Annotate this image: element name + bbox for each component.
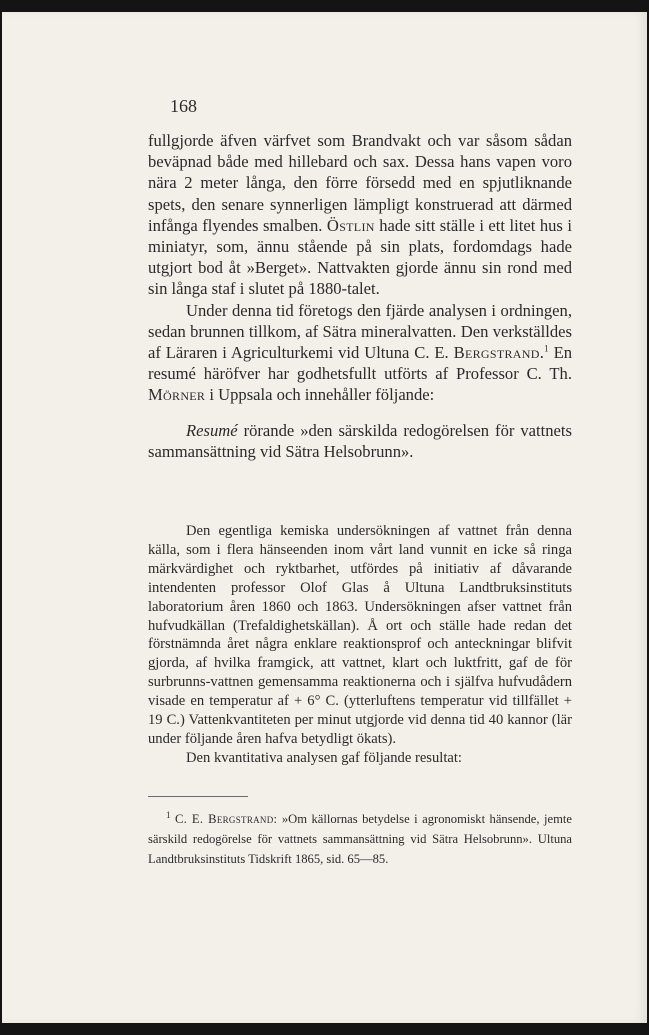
main-text <box>148 130 572 462</box>
paragraph-2-text: Under denna tid företogs den fjärde analysen i ordningen, sedan brunnen tillkom, af Sätra mineralvatten. Den verkställdes af Läraren i Agriculturkemi vid Ultuna C. E. <box>148 300 572 363</box>
resume-heading <box>148 420 572 462</box>
paragraph-2-text-end: i Uppsala och innehåller följande: <box>209 385 435 405</box>
page-number: 168 <box>170 96 197 116</box>
name-ostlin: Östlin <box>326 215 375 235</box>
footnote-marker: 1 <box>166 809 171 820</box>
paragraph-2-text-cont: En resumé häröfver har godhetsfullt utförts af Professor C. Th. <box>148 343 573 384</box>
footnote-rule <box>148 796 248 797</box>
resume-heading-word: Resumé <box>186 420 238 440</box>
footnote-ref: 1 <box>544 343 549 354</box>
resume-paragraph-1: Den egentliga kemiska undersökningen af vattnet från denna källa, som i flera hänseenden inom vårt land vunnit en icke så ringa märkvärdighet och ryktbarhet, utfördes på initiativ af dåvarande intendenten professor Olof Glas å Ultuna Landtbruksinstituts laboratorium åren 1860 och 1863. Undersökningen afser vattnet från hufvudkällan (Trefaldighetskällan). Å ort och ställe hade redan det förstnämnda året några enklare reaktionsprof och anteckningar blifvit gjorda, af hvilka framgick, att vattnet, klart och luktfritt, gaf de för surbrunns-vattnen gemensamma reaktionerna och i själfva hufvudådern visade en temperatur af + 6° C. (ytterluftens temperatur vid tillfället + 19 C.) Vattenkvantiteten per minut utgjorde vid denna tid 40 kannor (lär under följande åren hafva betydligt ökats). <box>148 523 572 747</box>
book-page <box>2 12 647 1023</box>
paragraph-2 <box>148 300 572 406</box>
name-bergstrand: Bergstrand. <box>453 343 545 363</box>
paragraph-1-text-cont: hade sitt ställe i ett litet hus i miniatyr, som, ännu stående på sin plats, fordomdags hade utgjort bod åt »Berget». Nattvakten gjorde ännu sin rond med sin långa staf i slutet på 1880-talet. <box>148 215 572 299</box>
paragraph-1-text: fullgjorde äfven värfvet som Brandvakt och var såsom sådan beväpnad både med hillebard och sax. Dessa hans vapen voro nära 2 meter långa, den förre försedd med en spjutliknande spets, den senare synnerligen lämpligt konstruerad att därmed infånga flyendes smalben. <box>148 131 572 235</box>
paragraph-1 <box>148 130 572 300</box>
footnote-author: C. E. Bergstrand: <box>174 812 278 826</box>
resume-paragraph-2: Den kvantitativa analysen gaf följande resultat: <box>186 749 462 766</box>
footnote <box>148 809 572 869</box>
footnote-text: »Om källornas betydelse i agronomiskt hänsende, jemte särskild redogörelse för vattnets sammansättning vid Sätra Helsobrunn». Ultuna Landtbruksinstituts Tidskrift 1865, sid. 65—85. <box>148 812 572 866</box>
name-morner: Mörner <box>148 385 206 405</box>
resume-text <box>148 522 572 768</box>
resume-heading-rest: rörande »den särskilda redogörelsen för vattnets sammansättning vid Sätra Helsobrunn». <box>148 420 572 461</box>
